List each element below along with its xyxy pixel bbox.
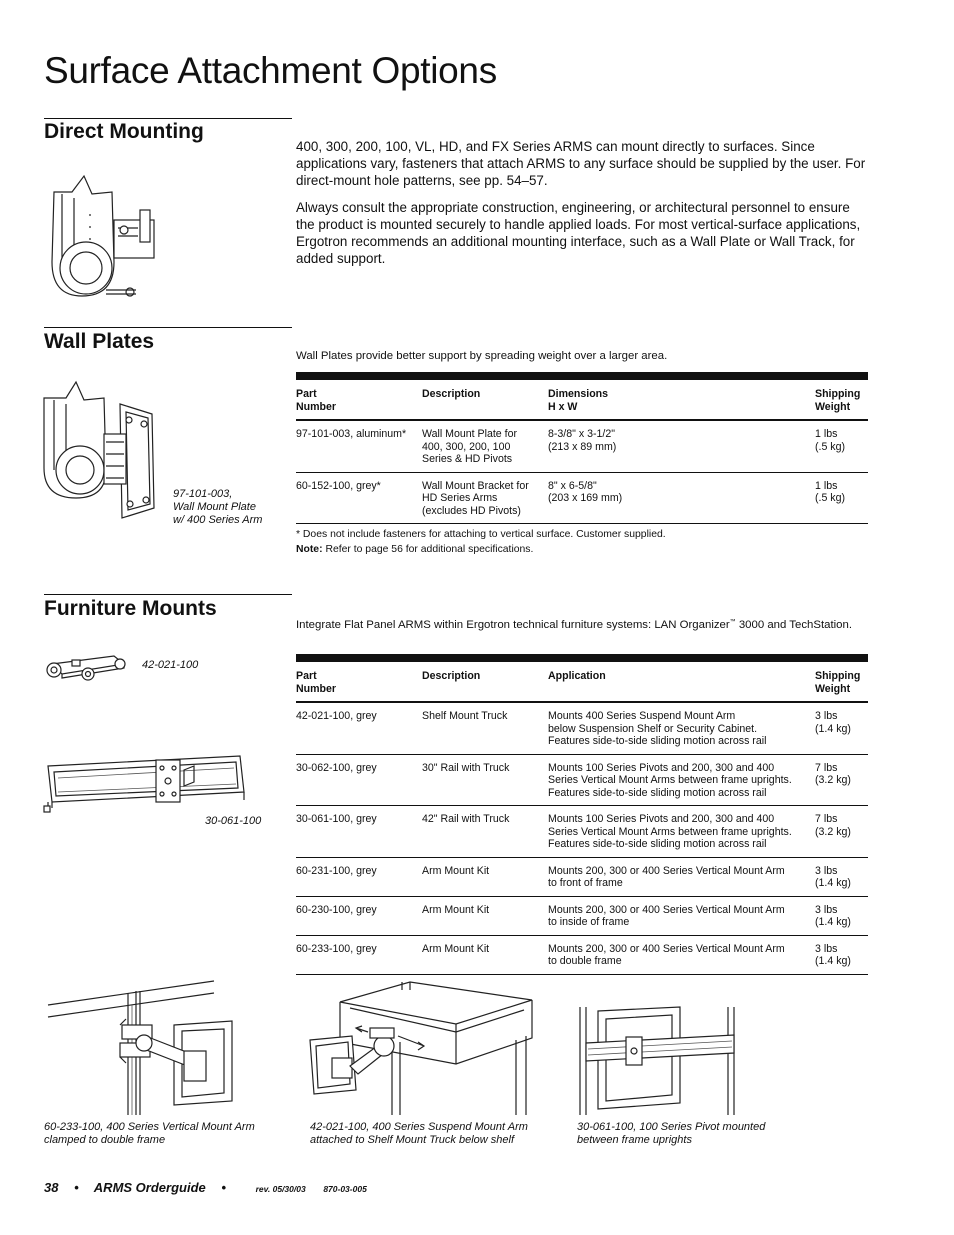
cell-text: to inside of frame [548, 916, 630, 928]
intro-text: Integrate Flat Panel ARMS within Ergotron technical furniture systems: LAN Organizer [296, 618, 730, 631]
caption-line: 30-061-100, 100 Series Pivot mounted [577, 1121, 766, 1133]
note-text: Refer to page 56 for additional specifications. [322, 544, 534, 555]
caption-line: 60-233-100, 400 Series Vertical Mount Arm [44, 1121, 255, 1133]
wall-plates-footnotes [296, 527, 666, 557]
header-text: Dimensions [548, 388, 609, 400]
footnote-star: * Does not include fasteners for attaching to vertical surface. Customer supplied. [296, 529, 666, 540]
bottom-caption-2 [310, 1121, 528, 1147]
page-footer [44, 1180, 367, 1195]
shelf-suspend-mount-illustration [306, 980, 546, 1115]
cell-text: Series & HD Pivots [422, 453, 513, 465]
bottom-caption-1 [44, 1121, 255, 1147]
shelf-mount-truck-illustration [44, 650, 134, 690]
cell-text: 30-061-100, grey [296, 813, 377, 825]
table-row [296, 858, 868, 897]
document-number: 870-03-005 [323, 1184, 367, 1194]
caption-line: attached to Shelf Mount Truck below shelf [310, 1134, 515, 1146]
cell-text: 3 lbs [815, 903, 838, 916]
cell-description [422, 762, 548, 800]
cell-text: (1.4 kg) [815, 877, 851, 889]
cell-part-number [296, 865, 422, 890]
cell-text: Arm Mount Kit [422, 942, 490, 955]
direct-mounting-paragraph-2: Always consult the appropriate construction, engineering, or architectural personnel to ensure the product is mounted securely to handle applied loads. For most vertical-surface applications, Ergotron recommends an additional mounting interface, such as a Wall Plate or Wall Track, for added support. [296, 200, 861, 266]
section-divider [44, 118, 292, 119]
table-row [296, 936, 868, 975]
cell-application [548, 865, 815, 890]
cell-text: (.5 kg) [815, 492, 846, 504]
guide-name: ARMS Orderguide [93, 1180, 206, 1195]
cell-text: 97-101-003, aluminum* [296, 428, 407, 440]
cell-text: 1 lbs [815, 428, 838, 440]
cell-weight [815, 762, 868, 800]
cell-text: (203 x 169 mm) [548, 492, 623, 504]
header-application [548, 670, 815, 695]
cell-text: Mounts 400 Series Suspend Mount Arm [548, 710, 736, 722]
cell-text: Mounts 100 Series Pivots and 200, 300 and 400 [548, 813, 775, 825]
cell-text: Mounts 200, 300 or 400 Series Vertical Mount Arm [548, 864, 785, 877]
cell-text: (excludes HD Pivots) [422, 504, 521, 517]
cell-text: Wall Mount Bracket for [422, 479, 529, 492]
table-header-row [296, 380, 868, 421]
cell-text: Arm Mount Kit [422, 864, 490, 877]
header-shipping-weight [815, 670, 868, 695]
wall-plates-table [296, 372, 868, 524]
rail-with-truck-illustration [44, 752, 249, 814]
furniture-mounts-intro [296, 615, 856, 633]
cell-text: Features side-to-side sliding motion across rail [548, 838, 767, 850]
cell-weight [815, 813, 868, 851]
cell-application [548, 943, 815, 968]
header-description [422, 670, 548, 695]
cell-weight [815, 865, 868, 890]
header-part-number [296, 670, 422, 695]
cell-text: (.5 kg) [815, 440, 846, 453]
cell-text: Wall Mount Plate for [422, 428, 517, 440]
table-row [296, 703, 868, 755]
cell-text: 8" x 6-5/8" [548, 479, 597, 492]
header-text: Shipping [815, 670, 861, 682]
cell-text: 60-152-100, grey* [296, 479, 381, 492]
cell-part-number [296, 480, 422, 518]
cell-text: Series Vertical Mount Arms between frame uprights. [548, 774, 792, 786]
wall-mount-plate-illustration [40, 380, 170, 525]
cell-text: 60-231-100, grey [296, 864, 377, 877]
cell-text: 30" Rail with Truck [422, 761, 510, 774]
cell-weight [815, 428, 868, 466]
cell-text: (1.4 kg) [815, 955, 851, 967]
header-shipping-weight [815, 388, 868, 413]
cell-text: Series Vertical Mount Arms between frame uprights. [548, 825, 792, 838]
cell-text: 30-062-100, grey [296, 761, 377, 774]
cell-weight [815, 710, 868, 748]
cell-text: 60-230-100, grey [296, 903, 377, 916]
cell-weight [815, 943, 868, 968]
cell-text: (1.4 kg) [815, 722, 851, 735]
footer-bullet: • [221, 1180, 226, 1195]
double-frame-clamp-illustration [44, 975, 244, 1115]
table-row [296, 755, 868, 807]
cell-application [548, 904, 815, 929]
footer-bullet: • [74, 1180, 79, 1195]
direct-mounting-paragraph-1: 400, 300, 200, 100, VL, HD, and FX Series ARMS can mount directly to surfaces. Since applications vary, fasteners that attach ARMS to any surface should be supplied by the user. For direct-mount hole patterns, see pp. 54–57. [296, 139, 866, 188]
cell-text: (3.2 kg) [815, 774, 851, 786]
bottom-caption-3 [577, 1121, 765, 1147]
cell-text: 400, 300, 200, 100 [422, 440, 511, 453]
cell-part-number [296, 943, 422, 968]
cell-text: 42" Rail with Truck [422, 813, 510, 825]
cell-description [422, 710, 548, 748]
cell-description [422, 813, 548, 851]
wall-plates-heading: Wall Plates [44, 330, 155, 353]
cell-text: Mounts 100 Series Pivots and 200, 300 and 400 [548, 761, 775, 774]
cell-description [422, 904, 548, 929]
trademark-symbol: ™ [729, 619, 736, 625]
header-text: Shipping [815, 388, 861, 400]
rail-image-label: 30-061-100 [205, 815, 262, 827]
cell-text: Arm Mount Kit [422, 903, 490, 916]
header-text: Number [296, 682, 337, 695]
cell-text: Mounts 200, 300 or 400 Series Vertical Mount Arm [548, 942, 785, 955]
cell-text: 3 lbs [815, 864, 838, 877]
header-text: Weight [815, 400, 851, 413]
table-row [296, 806, 868, 858]
header-text: Application [548, 670, 606, 682]
header-text: Description [422, 388, 481, 400]
header-text: Part [296, 388, 317, 400]
cell-description [422, 865, 548, 890]
cell-text: 7 lbs [815, 813, 838, 825]
header-text: H x W [548, 400, 578, 413]
section-divider [44, 327, 292, 328]
header-text: Number [296, 400, 337, 413]
cell-text: 60-233-100, grey [296, 942, 377, 955]
header-text: Weight [815, 682, 851, 695]
direct-mount-arm-illustration [44, 172, 164, 307]
cell-application [548, 762, 815, 800]
table-row [296, 421, 868, 473]
cell-part-number [296, 710, 422, 748]
cell-text: (1.4 kg) [815, 916, 851, 928]
intro-text: 3000 and TechStation. [735, 618, 852, 631]
header-part-number [296, 388, 422, 413]
cell-text: 3 lbs [815, 942, 838, 955]
cell-part-number [296, 428, 422, 466]
cell-text: 1 lbs [815, 479, 838, 492]
revision-date: rev. 05/30/03 [255, 1184, 306, 1194]
cell-text: Shelf Mount Truck [422, 710, 508, 722]
frame-uprights-pivot-illustration [576, 1005, 746, 1115]
cell-application [548, 813, 815, 851]
header-dimensions [548, 388, 815, 413]
cell-description [422, 480, 548, 518]
cell-text: 7 lbs [815, 761, 838, 774]
caption-line: 97-101-003, [173, 488, 233, 500]
footnote-note [296, 542, 666, 557]
header-text: Part [296, 670, 317, 682]
cell-dimensions [548, 480, 815, 518]
cell-text: Features side-to-side sliding motion across rail [548, 786, 767, 799]
caption-line: w/ 400 Series Arm [173, 514, 263, 526]
furniture-mounts-table [296, 654, 868, 975]
table-row [296, 473, 868, 525]
cell-text: below Suspension Shelf or Security Cabinet. [548, 722, 758, 735]
cell-weight [815, 480, 868, 518]
header-text: Description [422, 670, 481, 682]
furniture-mounts-heading: Furniture Mounts [44, 597, 217, 620]
table-header-row [296, 662, 868, 703]
shelf-truck-image-label: 42-021-100 [142, 659, 199, 671]
caption-line: between frame uprights [577, 1134, 692, 1146]
direct-mounting-text [296, 138, 866, 277]
cell-text: Mounts 200, 300 or 400 Series Vertical Mount Arm [548, 903, 785, 916]
caption-line: 42-021-100, 400 Series Suspend Mount Arm [310, 1121, 528, 1133]
cell-part-number [296, 762, 422, 800]
page-title: Surface Attachment Options [44, 50, 497, 91]
table-row [296, 897, 868, 936]
header-description [422, 388, 548, 413]
cell-text: to double frame [548, 955, 622, 967]
cell-text: (213 x 89 mm) [548, 440, 617, 453]
direct-mounting-heading: Direct Mounting [44, 120, 204, 143]
cell-text: 3 lbs [815, 710, 838, 722]
cell-text: Features side-to-side sliding motion across rail [548, 735, 767, 747]
cell-description [422, 943, 548, 968]
cell-text: HD Series Arms [422, 492, 498, 504]
cell-dimensions [548, 428, 815, 466]
wall-plates-intro: Wall Plates provide better support by spreading weight over a larger area. [296, 350, 668, 362]
wall-plate-image-caption [173, 488, 262, 527]
cell-part-number [296, 813, 422, 851]
cell-application [548, 710, 815, 748]
section-divider [44, 594, 292, 595]
caption-line: clamped to double frame [44, 1134, 166, 1146]
cell-text: to front of frame [548, 877, 623, 889]
note-label: Note: [296, 544, 323, 555]
cell-text: 8-3/8" x 3-1/2" [548, 428, 615, 440]
cell-description [422, 428, 548, 466]
cell-text: (3.2 kg) [815, 825, 851, 838]
caption-line: Wall Mount Plate [173, 501, 256, 513]
cell-text: 42-021-100, grey [296, 710, 377, 722]
page-number: 38 [44, 1180, 59, 1195]
cell-part-number [296, 904, 422, 929]
cell-weight [815, 904, 868, 929]
